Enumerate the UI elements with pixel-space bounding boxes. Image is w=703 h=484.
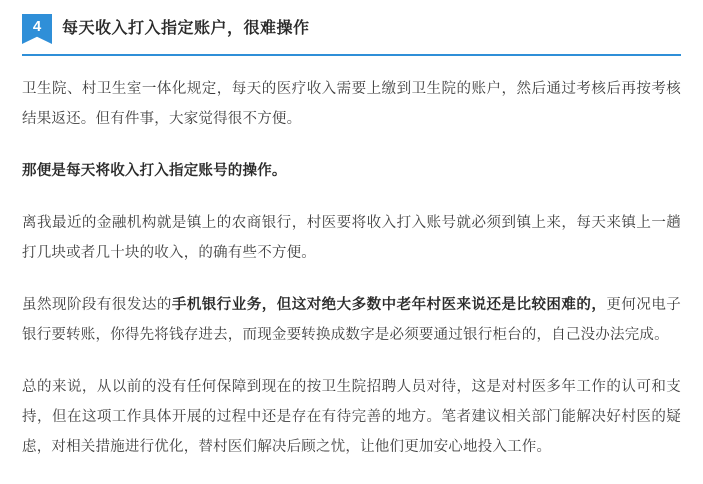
paragraph-run: 那便是每天将收入打入指定账号的操作。 [22,163,287,179]
paragraph-run-emphasis: 手机银行业务，但这对绝大多数中老年村医来说还是比较困难的， [171,297,607,313]
page-title: 每天收入打入指定账户，很难操作 [62,19,310,37]
paragraph-run: 总的来说，从以前的没有任何保障到现在的按卫生院招聘人员对待，这是对村医多年工作的认可和支持，但在这项工作具体开展的过程中还是存在有待完善的地方。笔者建议相关部门能解决好村医的疑虑，对相关措施进行优化，替村医们解决后顾之忧，让他们更加安心地投入工作。 [22,379,681,455]
paragraph-1 [22,74,681,134]
paragraph-2 [22,156,681,186]
paragraph-3 [22,208,681,268]
section-number-badge [22,14,52,44]
paragraph-run: 更何况电子银行要转账，你得先将钱存进去，而现金要转换成数字是必须要通过银行柜台的，自己没办法完成。 [22,297,682,343]
paragraph-5 [22,372,681,462]
paragraph-run: 虽然现阶段有很发达的 [22,297,172,313]
section-heading [22,0,681,56]
paragraph-4 [22,290,681,350]
paragraph-run: 卫生院、村卫生室一体化规定，每天的医疗收入需要上缴到卫生院的账户，然后通过考核后再按考核结果返还。但有件事，大家觉得很不方便。 [22,81,681,127]
paragraph-run: 离我最近的金融机构就是镇上的农商银行，村医要将收入打入账号就必须到镇上来，每天来镇上一趟打几块或者几十块的收入，的确有些不方便。 [22,215,681,261]
article-body [22,56,681,462]
section-number: 4 [32,18,42,35]
